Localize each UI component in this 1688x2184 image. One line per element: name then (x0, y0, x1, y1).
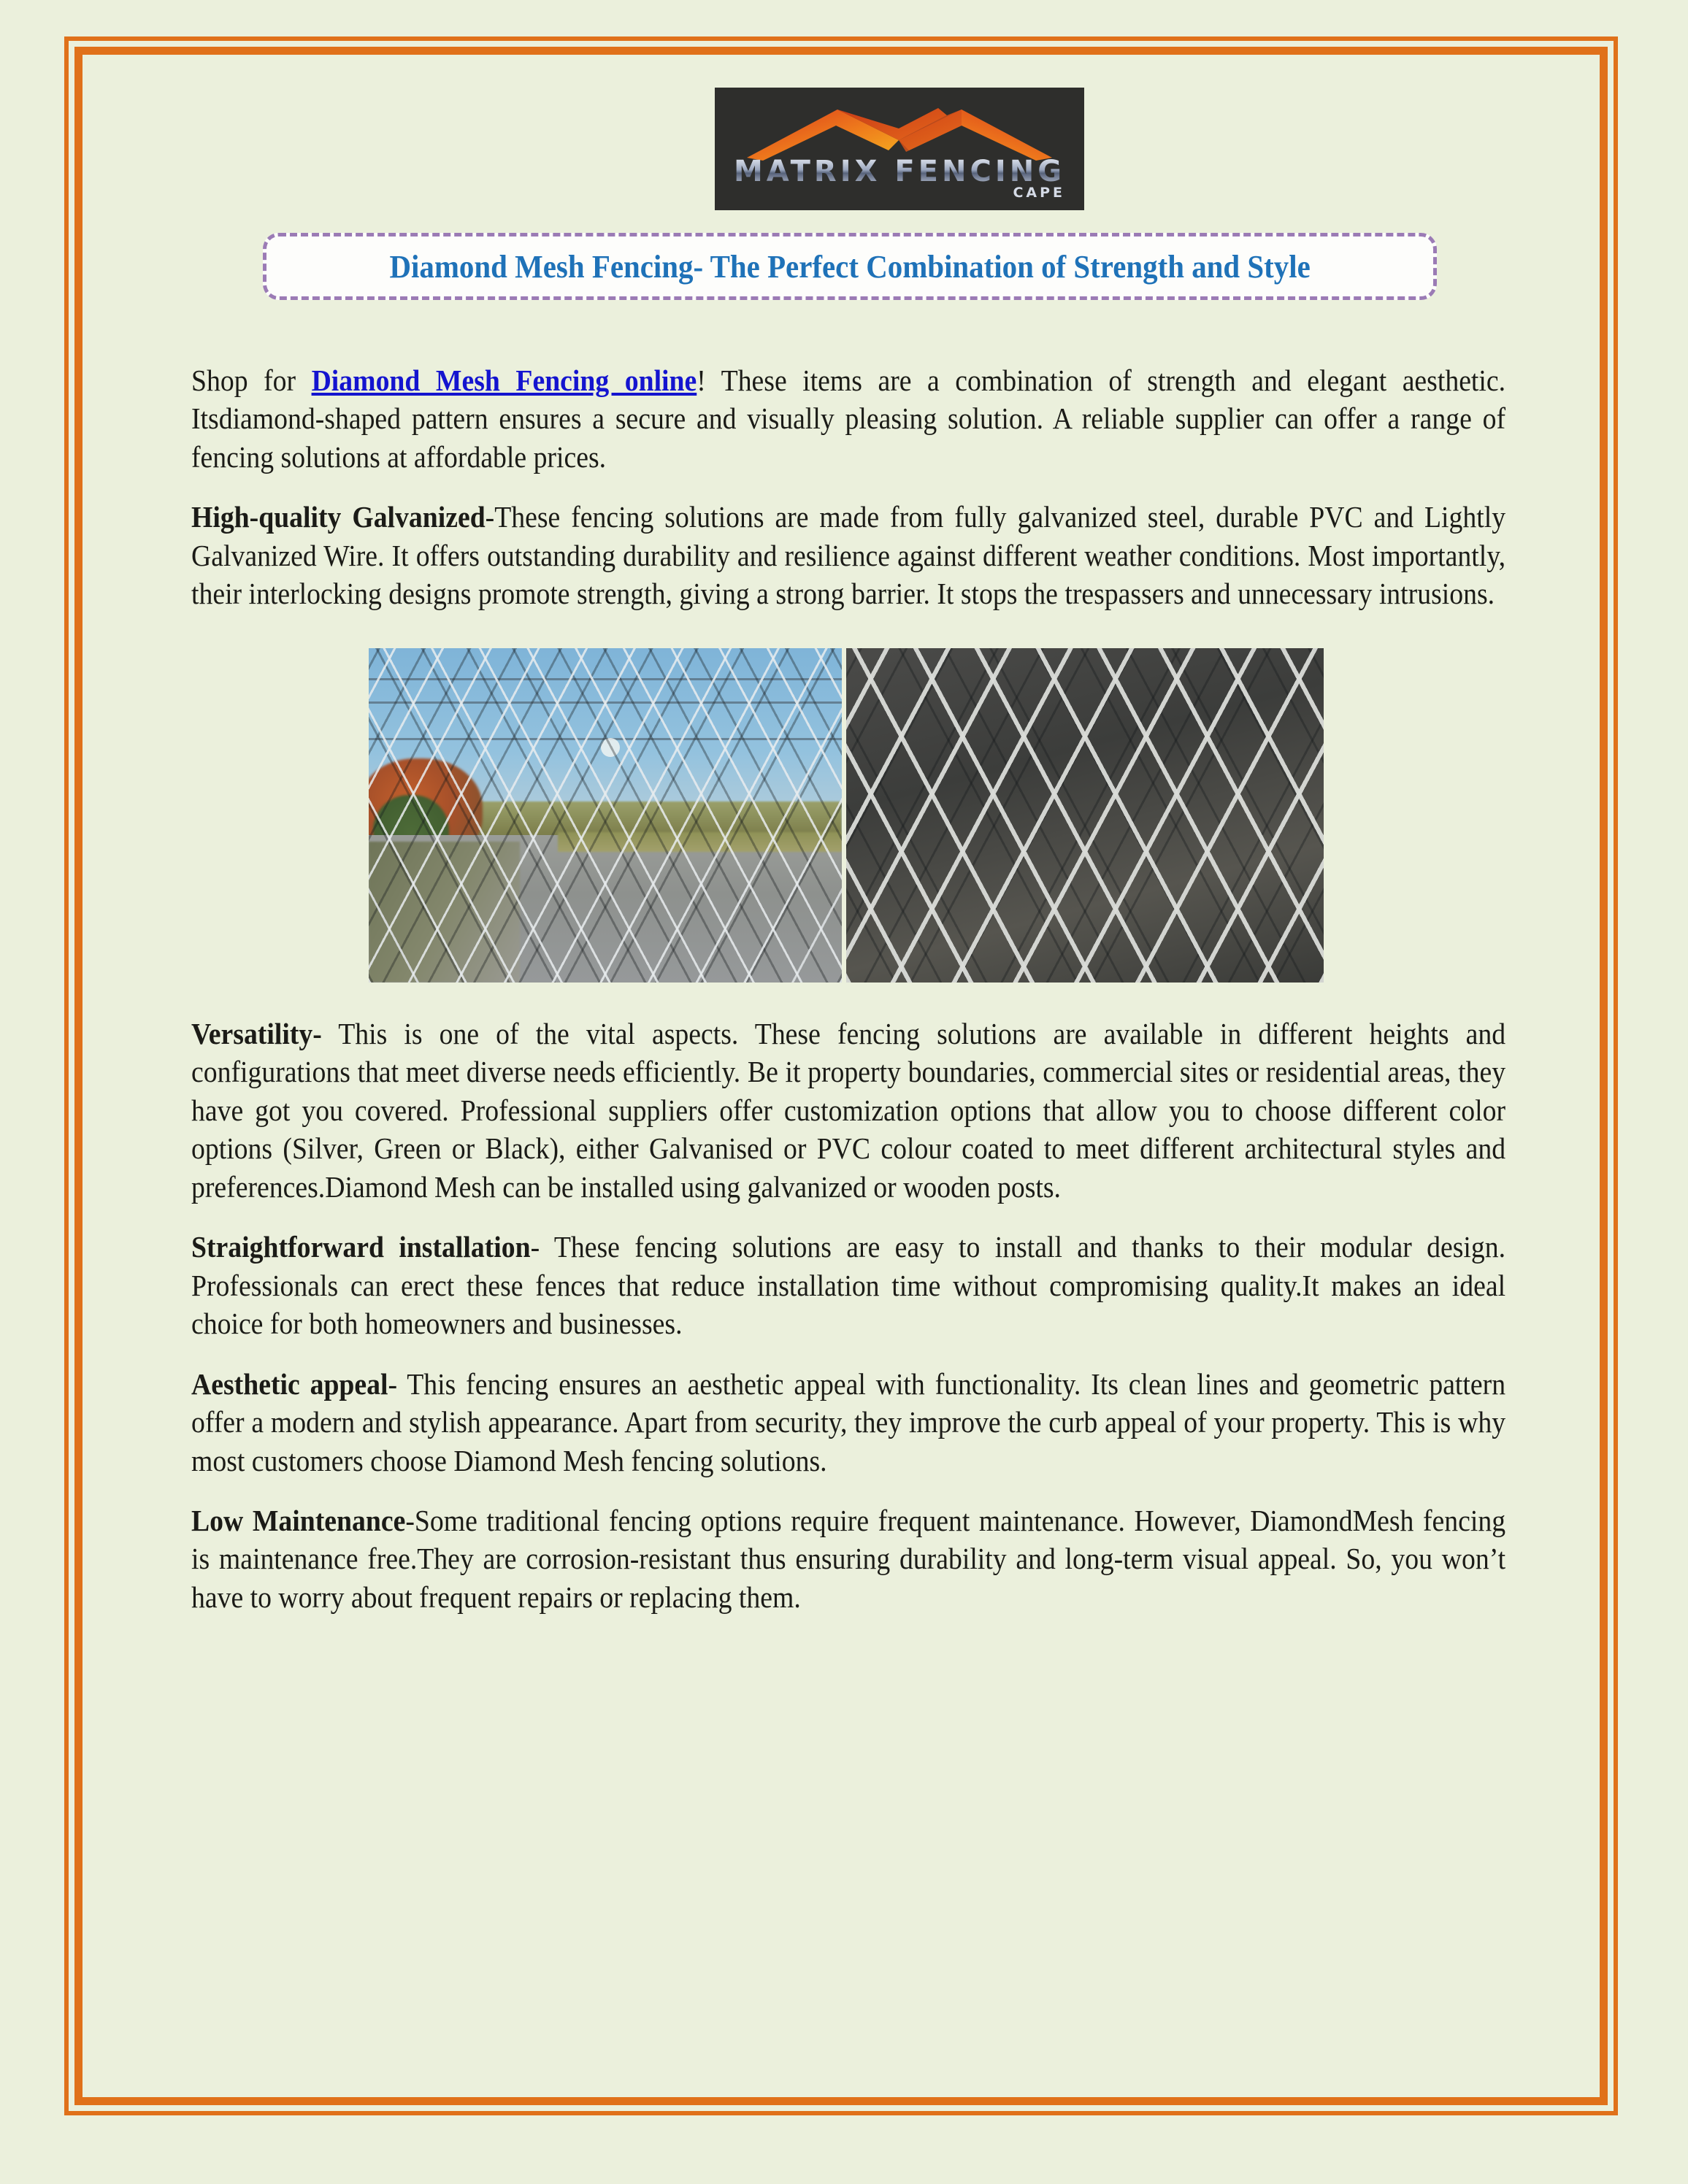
diamond-mesh-fence-outdoor-photo (369, 648, 842, 983)
heading-straightforward-installation: Straightforward installation (191, 1230, 531, 1264)
text-versatility: This is one of the vital aspects. These fencing solutions are available in different heights and configurations that meet diverse needs efficiently. Be it property boundaries, commercial sites or residential areas, they have got you covered. Professional suppliers offer customization options that allow you to choose different color options (Silver, Green or Black), either Galvanised or PVC colour coated to meet different architectural styles and preferences.Diamond Mesh can be installed using galvanized or wooden posts. (191, 1016, 1506, 1204)
fence-image-pair (369, 648, 1324, 983)
heading-versatility: Versatility- (191, 1016, 322, 1050)
article-body (191, 361, 1505, 1616)
page-title: Diamond Mesh Fencing- The Perfect Combination of Strength and Style (389, 248, 1311, 285)
article-title-banner (263, 233, 1437, 300)
intro-rest-text: ! These items are a combination of strength and elegant aesthetic. Itsdiamond-shaped pattern ensures a secure and visually pleasing solution. A reliable supplier can offer a range of fencing solutions at affordable prices. (191, 364, 1506, 474)
text-low-maintenance: -Some traditional fencing options require frequent maintenance. However, DiamondMesh fencing is maintenance free.They are corrosion-resistant thus ensuring durability and long-term visual appeal. So, you won’t have to worry about frequent repairs or replacing them. (191, 1503, 1506, 1614)
paragraph-low-maintenance (191, 1502, 1505, 1616)
heading-high-quality-galvanized: High-quality Galvanized (191, 500, 486, 534)
text-straightforward-installation: - These fencing solutions are easy to install and thanks to their modular design. Professionals can erect these fences that reduce installation time without compromising quality.It makes an ideal choice for both homeowners and businesses. (191, 1230, 1506, 1341)
text-aesthetic-appeal: - This fencing ensures an aesthetic appeal with functionality. Its clean lines and geometric pattern offer a modern and stylish appearance. Apart from security, they improve the curb appeal of your property. This is why most customers choose Diamond Mesh fencing solutions. (191, 1366, 1506, 1477)
mountain-chevron-icon (715, 93, 1084, 164)
text-high-quality-galvanized: -These fencing solutions are made from fully galvanized steel, durable PVC and Lightly Galvanized Wire. It offers outstanding durability and resilience against different weather conditions. Most importantly, their interlocking designs promote strength, giving a strong barrier. It stops the trespassers and unnecessary intrusions. (191, 500, 1506, 611)
intro-lead-text: Shop for (191, 364, 312, 397)
document-content (191, 88, 1505, 1638)
heading-aesthetic-appeal: Aesthetic appeal (191, 1366, 388, 1401)
logo-sub-wordmark: CAPE (1013, 185, 1065, 201)
diamond-mesh-fence-closeup-photo (846, 648, 1324, 983)
chain-link-mesh-overlay (369, 648, 842, 983)
paragraph-straightforward-installation (191, 1228, 1505, 1342)
logo-container (191, 88, 1505, 214)
paragraph-aesthetic-appeal (191, 1365, 1505, 1480)
diamond-mesh-fencing-online-link[interactable]: Diamond Mesh Fencing online (311, 364, 697, 397)
paragraph-high-quality-galvanized (191, 498, 1505, 612)
matrix-fencing-logo (715, 88, 1084, 210)
heading-low-maintenance: Low Maintenance (191, 1503, 406, 1537)
galvanized-mesh-overlay (846, 648, 1324, 983)
logo-wordmark: MATRIX FENCING (715, 155, 1084, 188)
paragraph-versatility (191, 1015, 1505, 1206)
paragraph-intro (191, 361, 1505, 476)
